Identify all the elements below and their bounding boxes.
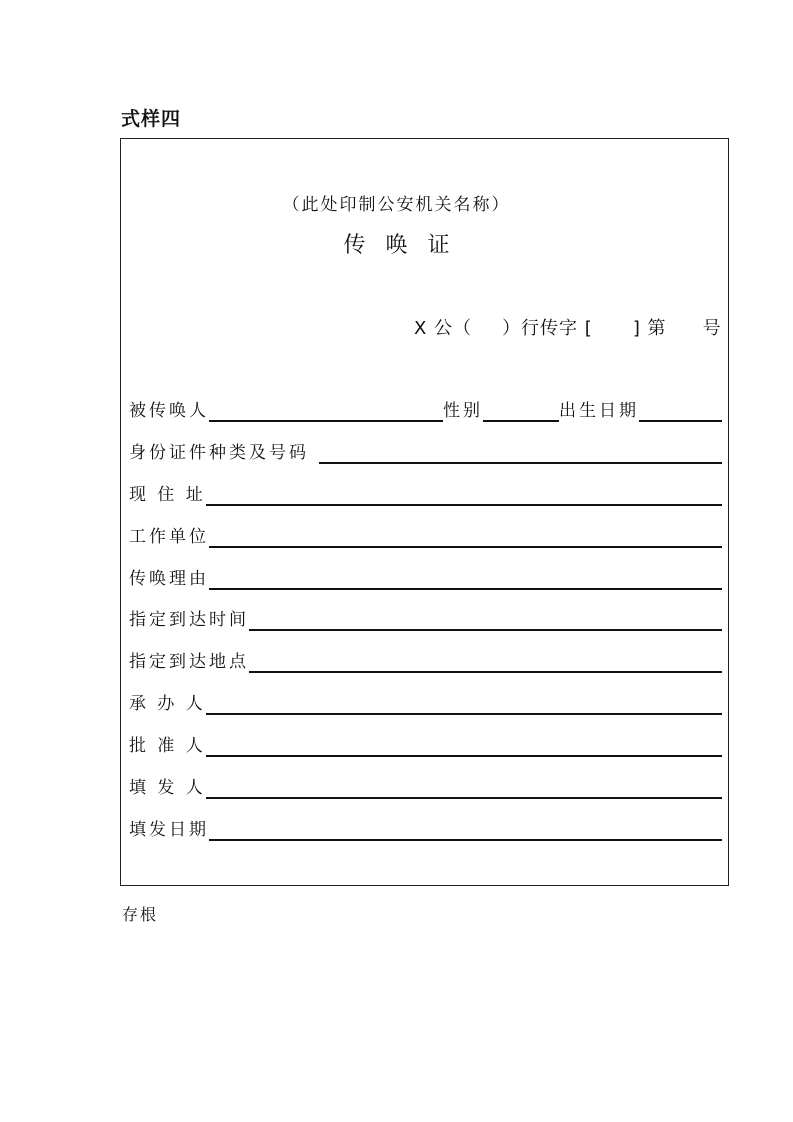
stub-label: 存根: [122, 905, 159, 924]
doc-number-prefix: X 公（: [414, 318, 473, 339]
gender-field[interactable]: [483, 398, 559, 422]
employer-field[interactable]: [209, 524, 722, 548]
birth-date-field[interactable]: [639, 398, 722, 422]
employer-label: 工作单位: [129, 527, 209, 547]
issuer-label: 填 发 人: [129, 778, 206, 798]
employer-row: [129, 522, 722, 548]
id-document-row: [129, 438, 722, 464]
gender-label: 性别: [443, 401, 483, 421]
reason-label: 传唤理由: [129, 569, 209, 589]
handler-row: [129, 689, 722, 715]
agency-name-placeholder: （此处印制公安机关名称）: [282, 195, 511, 215]
id-document-field[interactable]: [319, 440, 722, 464]
id-document-label: 身份证件种类及号码: [129, 443, 309, 463]
issuer-row: [129, 773, 722, 799]
issue-date-field[interactable]: [209, 817, 722, 841]
issue-date-row: [129, 815, 722, 841]
address-row: [129, 480, 722, 506]
arrival-place-label: 指定到达地点: [129, 652, 249, 672]
summoned-person-label: 被传唤人: [129, 401, 209, 421]
summoned-person-field[interactable]: [209, 398, 443, 422]
arrival-time-label: 指定到达时间: [129, 610, 249, 630]
arrival-place-field[interactable]: [249, 649, 722, 673]
arrival-time-field[interactable]: [249, 607, 722, 631]
approver-field[interactable]: [206, 733, 722, 757]
summoned-person-row: [129, 396, 722, 422]
reason-row: [129, 564, 722, 590]
doc-number-end-a: ] 第: [632, 318, 667, 339]
document-style-label: 式样四: [121, 108, 182, 130]
form-title: 传唤证: [343, 233, 470, 258]
handler-field[interactable]: [206, 691, 722, 715]
issuer-field[interactable]: [206, 775, 722, 799]
address-field[interactable]: [206, 482, 722, 506]
issue-date-label: 填发日期: [129, 820, 209, 840]
doc-number-end-b: 号: [702, 318, 722, 339]
reason-field[interactable]: [209, 566, 722, 590]
arrival-place-row: [129, 647, 722, 673]
document-number: [414, 314, 722, 340]
birth-date-label: 出生日期: [559, 401, 639, 421]
approver-row: [129, 731, 722, 757]
arrival-time-row: [129, 605, 722, 631]
doc-number-mid: ）行传字 [: [502, 318, 593, 339]
address-label: 现 住 址: [129, 485, 206, 505]
approver-label: 批 准 人: [129, 736, 206, 756]
handler-label: 承 办 人: [129, 694, 206, 714]
